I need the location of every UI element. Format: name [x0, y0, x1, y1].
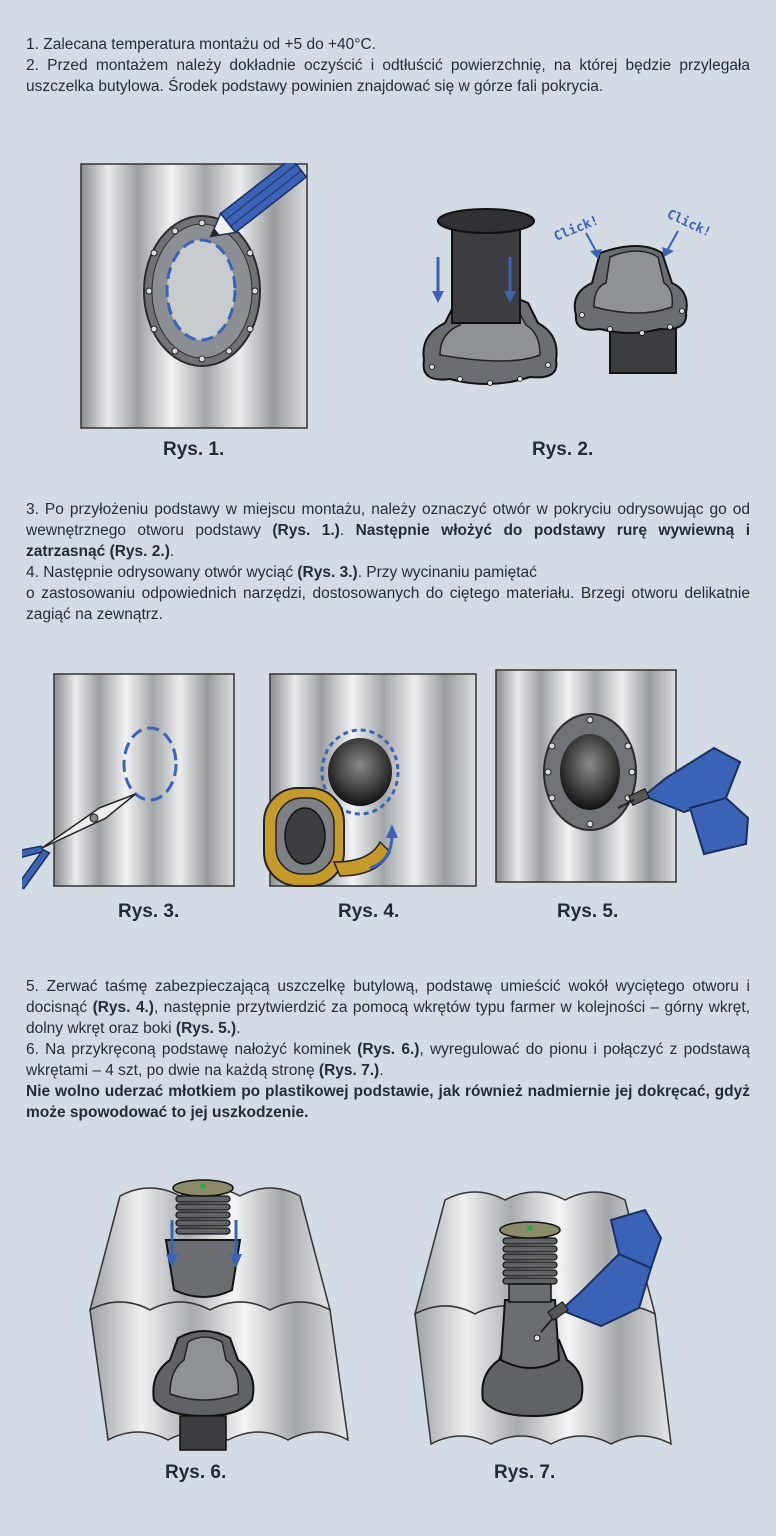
- figure-rys6-illustration: [80, 1160, 350, 1460]
- step-6-text: [26, 1039, 750, 1081]
- caption-rys5: Rys. 5.: [557, 901, 619, 922]
- step-5-end: .: [236, 1020, 241, 1037]
- step-3-bold-instruction: Następnie włożyć do podstawy rurę wywiewną i zatrzasnąć (Rys. 2.): [26, 522, 750, 560]
- figure-rys7-illustration: [405, 1190, 675, 1460]
- step-3-ref-rys1: (Rys. 1.): [272, 522, 340, 539]
- steps-3-4-text: [26, 499, 750, 625]
- click-label-left: Click!: [551, 213, 602, 245]
- step-6-cont: , wyregulować do pionu i połączyć z podstawą wkrętami – 4 szt, po dwie na każdą stronę: [26, 1041, 750, 1079]
- caption-rys7: Rys. 7.: [494, 1462, 556, 1483]
- step-3-text: [26, 499, 750, 562]
- step-3-end: .: [169, 543, 175, 560]
- caption-rys4: Rys. 4.: [338, 901, 400, 922]
- caption-rys3: Rys. 3.: [118, 901, 180, 922]
- step-3-separator: .: [339, 522, 356, 539]
- step-6-ref-rys7: (Rys. 7.): [318, 1062, 380, 1079]
- click-label-right: Click!: [664, 207, 714, 241]
- step-5-ref-rys5: (Rys. 5.): [175, 1020, 237, 1037]
- step-5-ref-rys4: (Rys. 4.): [92, 999, 154, 1016]
- caption-rys2: Rys. 2.: [532, 439, 594, 460]
- intro-line-temperature: 1. Zalecana temperatura montażu od +5 do +40°C.: [26, 36, 376, 53]
- step-3-main: 3. Po przyłożeniu podstawy w miejscu montażu, należy oznaczyć otwór w pokryciu odrysowując go od wewnętrznego otworu podstawy: [26, 501, 750, 539]
- step-4-tools-text: o zastosowaniu odpowiednich narzędzi, dostosowanych do ciętego materiału. Brzegi otworu delikatnie zagiąć na zewnątrz.: [26, 585, 750, 623]
- step-5-main: 5. Zerwać taśmę zabezpieczającą uszczelkę butylową, podstawę umieścić wokół wyciętego otworu i docisnąć: [26, 978, 750, 1016]
- step-4-main: 4. Następnie odrysowany otwór wyciąć: [26, 564, 298, 581]
- step-4-ref-rys3: (Rys. 3.): [297, 564, 358, 581]
- step-6-end: .: [379, 1062, 384, 1079]
- figure-rys2-illustration: [410, 195, 730, 395]
- steps-5-6-text: [26, 976, 750, 1123]
- step-4-cont: . Przy wycinaniu pamiętać: [357, 564, 537, 581]
- step-6-main: 6. Na przykręconą podstawę nałożyć kominek: [26, 1041, 358, 1058]
- step-5-text: [26, 976, 750, 1039]
- step-5-cont: , następnie przytwierdzić za pomocą wkrętów typu farmer w kolejności – górny wkręt, dolny wkręt oraz boki: [26, 999, 750, 1037]
- warning-text: Nie wolno uderzać młotkiem po plastikowej podstawie, jak również nadmiernie jej dokręcać, gdyż może spowodować to jej uszkodzenie.: [26, 1083, 750, 1121]
- figure-rys5-illustration: [494, 668, 754, 884]
- figure-rys3-illustration: [22, 672, 237, 890]
- step-4-text: [26, 562, 750, 583]
- figure-rys1-illustration: [80, 163, 310, 429]
- caption-rys6: Rys. 6.: [165, 1462, 227, 1483]
- step-6-ref-rys6: (Rys. 6.): [357, 1041, 420, 1058]
- intro-text: [26, 34, 750, 97]
- caption-rys1: Rys. 1.: [163, 439, 225, 460]
- intro-line-cleaning: 2. Przed montażem należy dokładnie oczyścić i odtłuścić powierzchnię, na której będzie przylegała uszczelka butylowa. Środek podstawy powinien znajdować się w górze fali pokrycia.: [26, 57, 750, 95]
- figure-rys4-illustration: [260, 672, 480, 890]
